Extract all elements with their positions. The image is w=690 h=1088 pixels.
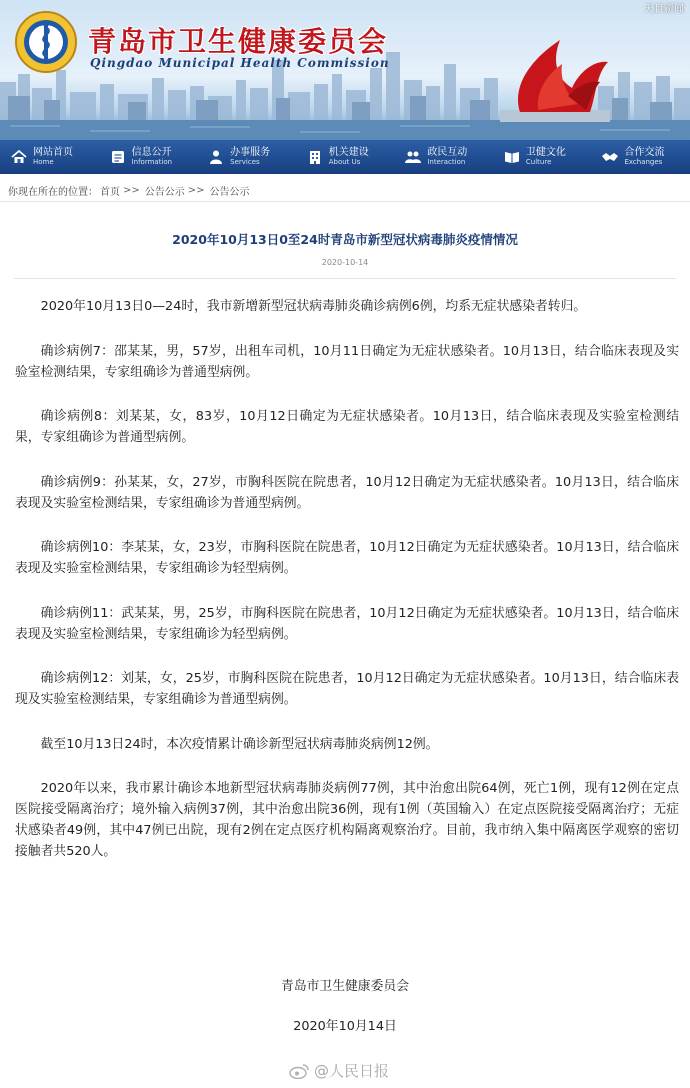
nav-item-culture[interactable] bbox=[493, 140, 592, 174]
nav-sublabel: Home bbox=[33, 157, 54, 166]
nav-label: 信息公开 bbox=[131, 147, 172, 159]
nav-sublabel: Exchanges bbox=[624, 157, 663, 166]
breadcrumb bbox=[0, 180, 690, 202]
nav-label: 网站首页 bbox=[33, 147, 73, 159]
site-title: 青岛市卫生健康委员会 bbox=[88, 25, 389, 58]
nav-item-home[interactable] bbox=[0, 140, 99, 174]
document-icon bbox=[109, 148, 127, 166]
nav-label: 卫健文化 bbox=[525, 147, 566, 159]
house-icon bbox=[10, 148, 28, 166]
site-subtitle: Qingdao Municipal Health Commission bbox=[90, 56, 390, 70]
nav-sublabel: About Us bbox=[328, 157, 361, 166]
breadcrumb-prefix: 你现在所在的位置： bbox=[8, 187, 98, 198]
handshake-icon bbox=[601, 148, 619, 166]
nav-sublabel: Interaction bbox=[427, 157, 466, 166]
nav-label: 合作交流 bbox=[624, 147, 665, 159]
may-wind-sculpture bbox=[500, 40, 610, 122]
article-paragraph: 2020年10月13日0—24时，我市新增新型冠状病毒肺炎确诊病例6例，均系无症状感染者转归。 bbox=[40, 299, 587, 314]
nav-item-interaction[interactable] bbox=[394, 140, 493, 174]
nav-item-services[interactable] bbox=[197, 140, 296, 174]
signature-organization: 青岛市卫生健康委员会 bbox=[281, 979, 409, 994]
article-paragraph: 确诊病例12：刘某，女，25岁，市胸科医院在院患者，10月12日确定为无症状感染者。10月13日，结合临床表现及实验室检测结果，专家组确诊为普通型病例。 bbox=[15, 671, 679, 707]
article-paragraph: 确诊病例8：刘某某，女，83岁，10月12日确定为无症状感染者。10月13日，结合临床表现及实验室检测结果，专家组确诊为普通型病例。 bbox=[15, 409, 679, 445]
book-icon bbox=[503, 148, 521, 166]
commission-logo bbox=[14, 10, 78, 74]
article-body bbox=[15, 296, 679, 886]
nav-sublabel: Culture bbox=[525, 157, 552, 166]
nav-item-about-us[interactable] bbox=[296, 140, 395, 174]
article-title: 2020年10月13日0至24时青岛市新型冠状病毒肺炎疫情情况 bbox=[172, 232, 518, 247]
weibo-watermark bbox=[288, 1060, 389, 1081]
watermark-text: @人民日报 bbox=[314, 1062, 390, 1080]
article-paragraph: 截至10月13日24时，本次疫情累计确诊新型冠状病毒肺炎病例12例。 bbox=[40, 736, 439, 752]
article-paragraph: 确诊病例11：武某某，男，25岁，市胸科医院在院患者，10月12日确定为无症状感染者。10月13日，结合临床表现及实验室检测结果，专家组确诊为轻型病例。 bbox=[15, 605, 679, 642]
corner-watermark: 天目新闻 bbox=[644, 4, 684, 15]
nav-label: 政民互动 bbox=[427, 147, 468, 159]
site-banner bbox=[0, 0, 690, 140]
building-icon bbox=[306, 148, 324, 166]
nav-sublabel: Information bbox=[131, 157, 173, 166]
nav-label: 办事服务 bbox=[230, 147, 271, 159]
weibo-icon bbox=[288, 1063, 310, 1079]
nav-item-exchanges[interactable] bbox=[591, 140, 690, 174]
breadcrumb-current-link[interactable]: 公告公示 bbox=[209, 187, 250, 198]
main-nav bbox=[0, 140, 690, 174]
article-paragraph: 2020年以来，我市累计确诊本地新型冠状病毒肺炎病例77例，其中治愈出院64例，死亡1例，现有12例在定点医院接受隔离治疗；境外输入病例37例，其中治愈出院36例，现有1例（英国输入）在定点医院接受隔离治疗；无症状感染者49例，其中47例已出院，现有2例在定点医疗机构隔离观察治疗。目前，我市纳入集中隔离医学观察的密切接触者共520人。 bbox=[15, 781, 679, 859]
title-divider bbox=[14, 278, 676, 279]
breadcrumb-separator: >> bbox=[187, 185, 205, 196]
signature-date: 2020年10月14日 bbox=[293, 1019, 397, 1034]
nav-label: 机关建设 bbox=[328, 147, 369, 159]
person-icon bbox=[207, 148, 225, 166]
article-paragraph: 确诊病例9：孙某某，女，27岁，市胸科医院在院患者，10月12日确定为无症状感染者。10月13日，结合临床表现及实验室检测结果，专家组确诊为普通型病例。 bbox=[15, 474, 679, 511]
article-date: 2020-10-14 bbox=[321, 258, 369, 267]
article-paragraph: 确诊病例7：邵某某，男，57岁，出租车司机，10月11日确定为无症状感染者。10月13日，结合临床表现及实验室检测结果，专家组确诊为普通型病例。 bbox=[15, 343, 679, 380]
people-icon bbox=[404, 148, 422, 166]
nav-sublabel: Services bbox=[230, 157, 260, 166]
breadcrumb-notices-link[interactable]: 公告公示 bbox=[144, 187, 185, 198]
breadcrumb-home-link[interactable]: 首页 bbox=[100, 187, 120, 198]
article-paragraph: 确诊病例10：李某某，女，23岁，市胸科医院在院患者，10月12日确定为无症状感染者。10月13日，结合临床表现及实验室检测结果，专家组确诊为轻型病例。 bbox=[15, 540, 679, 576]
breadcrumb-separator: >> bbox=[123, 185, 140, 196]
nav-item-information[interactable] bbox=[99, 140, 198, 174]
